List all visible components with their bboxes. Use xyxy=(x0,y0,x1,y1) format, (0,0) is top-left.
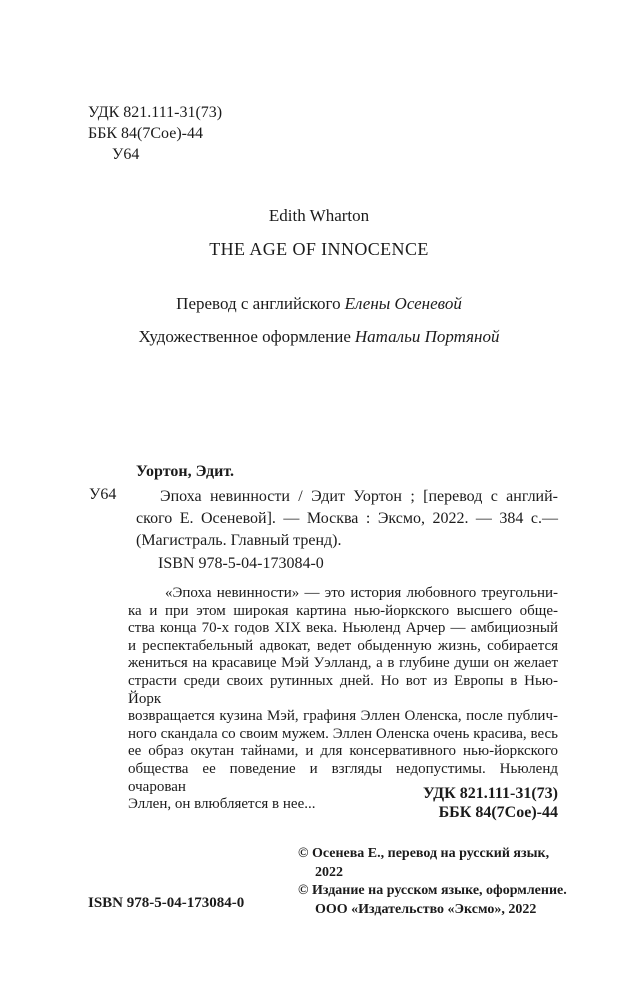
catalog-card-description xyxy=(136,486,558,552)
bbk-code-bottom: ББК 84(7Сое)-44 xyxy=(438,804,558,821)
translation-credit xyxy=(20,294,618,314)
designer-name: Натальи Портяной xyxy=(354,327,500,346)
translator-name: Елены Осеневой xyxy=(344,294,462,313)
catalog-card-index: У64 xyxy=(89,486,117,503)
annotation-paragraph xyxy=(128,585,558,814)
catalog-card-line: Эпоха невинности / Эдит Уортон ; [перевод с англий- xyxy=(160,488,558,505)
catalog-card-line: (Магистраль. Главный тренд). xyxy=(136,532,342,549)
annotation-line: «Эпоха невинности» — это история любовного треугольни- xyxy=(165,585,558,601)
translation-credit-label: Перевод с английского xyxy=(176,294,341,313)
bbk-code: ББК 84(7Сое)-44 xyxy=(88,125,203,142)
catalog-card-author: Уортон, Эдит. xyxy=(136,463,234,480)
classification-codes-top xyxy=(88,102,222,165)
classification-codes-bottom xyxy=(300,784,558,822)
copyright-line: 2022 xyxy=(315,864,343,880)
isbn-number: ISBN 978-5-04-173084-0 xyxy=(158,555,324,572)
copyright-block xyxy=(298,845,570,919)
annotation-line: жениться на красавице Мэй Уэлланд, а в глубине души он желает xyxy=(128,655,558,672)
isbn-number-bottom: ISBN 978-5-04-173084-0 xyxy=(88,895,245,911)
annotation-line: ства конца 70-х годов XIX века. Ньюленд Арчер — амбициозный xyxy=(128,620,558,637)
annotation-line: страсти среди своих рутинных дней. Но вот из Европы в Нью-Йорк xyxy=(128,672,558,707)
original-title: THE AGE OF INNOCENCE xyxy=(209,239,429,259)
annotation-line: ного скандала со своим мужем. Эллен Оленска очень красива, весь xyxy=(128,725,558,742)
author-index-code: У64 xyxy=(112,146,140,163)
design-credit xyxy=(20,327,618,347)
annotation-line: общества ее поведение и взгляды недопустимы. Ньюленд очарован xyxy=(128,760,558,795)
annotation-line: ка и при этом широкая картина нью-йоркского высшего обще- xyxy=(128,602,558,619)
original-author: Edith Wharton xyxy=(268,206,370,225)
annotation-line: ее образ окутан тайнами, и для консервативного нью-йоркского xyxy=(128,743,558,760)
annotation-line: возвращается кузина Мэй, графиня Эллен Оленска, после публич- xyxy=(128,708,558,725)
design-credit-label: Художественное оформление xyxy=(138,327,351,346)
copyright-line: © Издание на русском языке, оформление. xyxy=(298,883,567,898)
catalog-card-line: ского Е. Осеневой]. — Москва : Эксмо, 2022. — 384 с.— xyxy=(136,510,558,527)
udk-code: УДК 821.111-31(73) xyxy=(88,104,223,121)
udk-code-bottom: УДК 821.111-31(73) xyxy=(423,785,558,802)
annotation-line: и респектабельный адвокат, ведет обыденную жизнь, собирается xyxy=(128,637,558,654)
annotation-line: Эллен, он влюбляется в нее... xyxy=(128,796,316,813)
copyright-line: ООО «Издательство «Эксмо», 2022 xyxy=(315,901,537,917)
copyright-line: © Осенева Е., перевод на русский язык, xyxy=(298,846,550,861)
